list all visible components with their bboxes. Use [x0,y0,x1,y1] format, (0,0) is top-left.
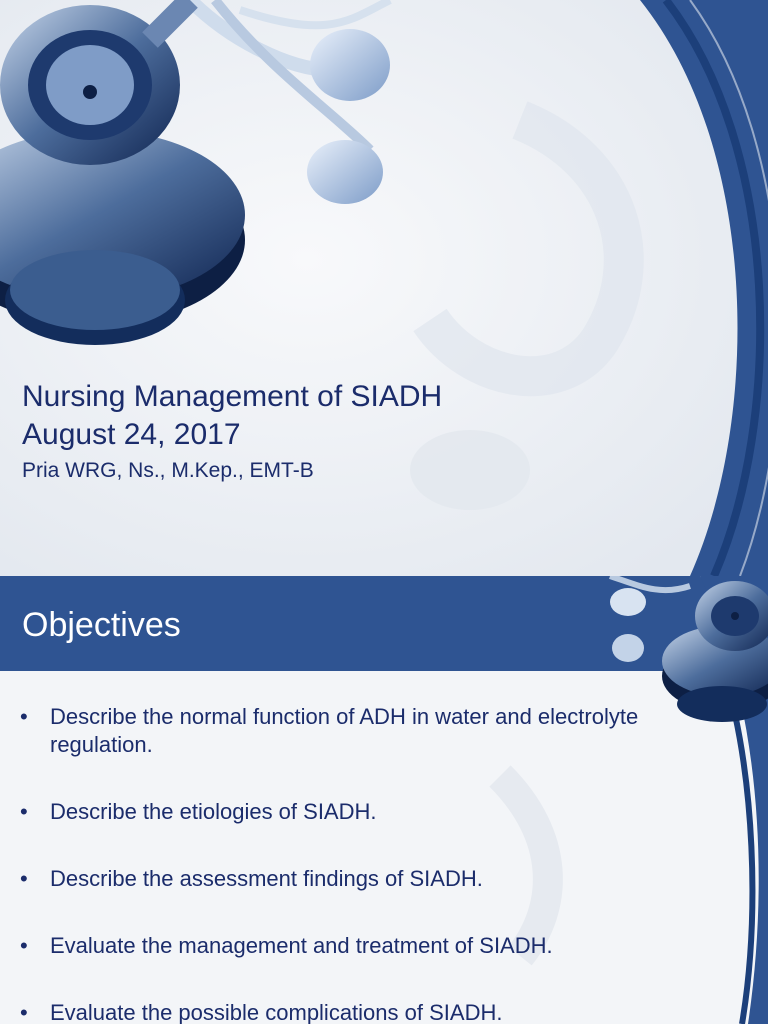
title-block [22,378,442,486]
presenter-name: Pria WRG, Ns., M.Kep., EMT-B [22,459,314,482]
objectives-slide [0,576,768,1024]
bullet-icon: • [20,799,28,824]
bullet-icon: • [20,866,28,891]
objectives-heading: Objectives [22,606,181,644]
objectives-list [20,703,680,1024]
objective-text: Describe the normal function of ADH in water and electrolyte regulation. [50,704,639,757]
bullet-icon: • [20,1000,28,1024]
list-item [20,999,680,1024]
objective-text: Describe the etiologies of SIADH. [50,799,377,824]
list-item [20,932,680,960]
objective-text: Evaluate the management and treatment of SIADH. [50,933,553,958]
objective-text: Evaluate the possible complications of SIADH. [50,1000,503,1024]
slide-date: August 24, 2017 [22,418,241,451]
bullet-icon: • [20,933,28,958]
list-item [20,798,680,826]
list-item [20,703,680,759]
list-item [20,865,680,893]
objective-text: Describe the assessment findings of SIADH. [50,866,483,891]
bullet-icon: • [20,704,28,729]
slide-title: Nursing Management of SIADH [22,380,443,413]
